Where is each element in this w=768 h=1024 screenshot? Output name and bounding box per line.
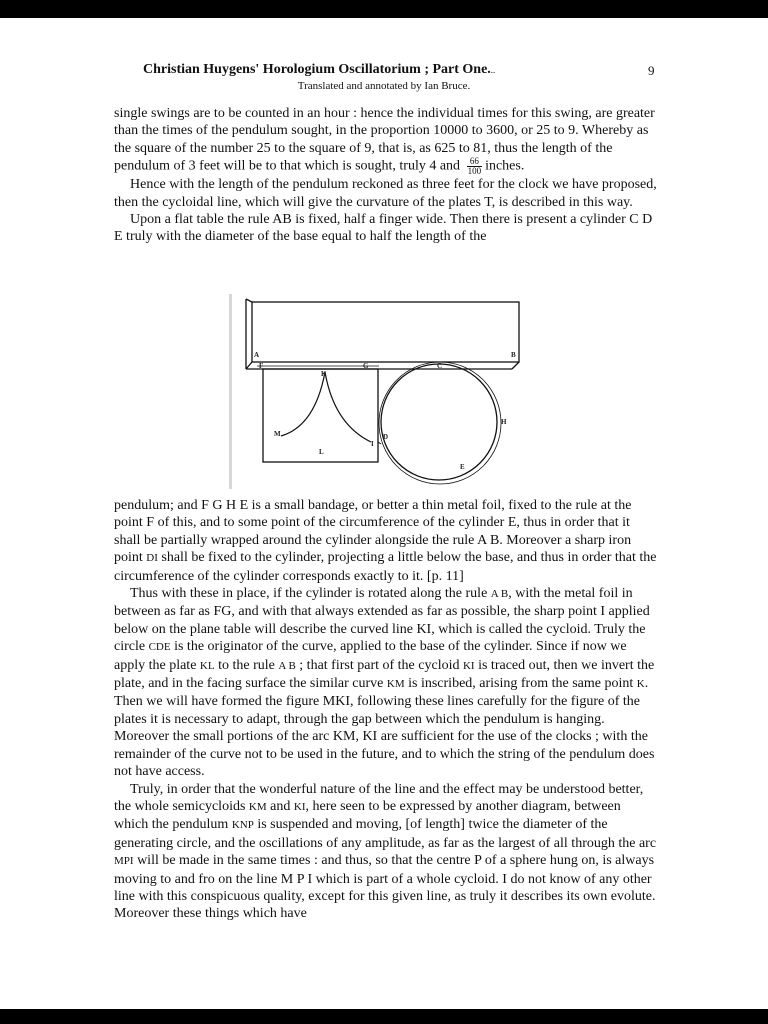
- label-d: D: [383, 433, 389, 441]
- label-h: H: [501, 418, 507, 426]
- page-subtitle: Translated and annotated by Ian Bruce.: [297, 80, 471, 92]
- paragraph: Truly, in order that the wonderful nature of the line and the effect may be understood better, the whole semicycloids KM and KI, here seen to be expressed by another diagram, between which the pendulum KNP is suspended and moving, [of length] twice the diameter of the generating circle, and the oscillations of any amplitude, as far as the largest of all through the arc MPI will be made in the same times : and thus, so that the centre P of a sphere hung on, is always moving to and fro on the line M P I which is part of a whole cycloid. I do not know of any other line with this conspicuous quality, except for this given line, as truly it describes its own evolute. Moreover these things which have: [114, 781, 657, 922]
- page-title: Christian Huygens' Horologium Oscillatorium ; Part One...: [143, 62, 496, 77]
- label-l: L: [319, 448, 324, 456]
- paragraph: Upon a flat table the rule AB is fixed, half a finger wide. Then there is present a cylinder C D E truly with the diameter of the base equal to half the length of the: [114, 212, 653, 245]
- paragraph: Hence with the length of the pendulum reckoned as three feet for the clock we have proposed, then the cycloidal line, which will give the curvature of the plates T, is described in this way.: [114, 177, 657, 210]
- text-block-top: [114, 105, 658, 246]
- paragraph: pendulum; and F G H E is a small bandage, or better a thin metal foil, fixed to the rule at the point F of this, and to some point of the circumference of the cylinder E, thus in order that it shall be partially wrapped around the cylinder alongside the rule A B. Moreover a sharp iron point DI shall be fixed to the cylinder, projecting a little below the base, and thus in order that the circumference of the cylinder corresponds exactly to it. [p. 11]: [114, 498, 657, 584]
- bottom-bar: [0, 1009, 768, 1024]
- paragraph: single swings are to be counted in an hour : hence the individual times for this swing, are greater than the times of the pendulum sought, in the proportion 10000 to 3600, or 25 to 9. Whereby as the square of the number 25 to the square of 9, that is, as 625 to 81, thus the length of the pendulum of 3 feet will be to that which is sought, truly 4 and $\frac{66}{100}$ inches.: [114, 106, 655, 177]
- label-i: I: [371, 440, 374, 448]
- cycloid-apparatus-figure: [229, 294, 529, 489]
- label-f: F: [259, 362, 264, 370]
- top-bar: [0, 0, 768, 18]
- label-k: K: [321, 370, 327, 378]
- paragraph: Thus with these in place, if the cylinder is rotated along the rule A B, with the metal foil in between as far as FG, and with that always extended as far as possible, the sharp point I applied below on the plane table will describe the curved line KI, which is called the cycloid. Truly the circle CDE is the originator of the curve, applied to the base of the cylinder. Since if now we apply the plate KL to the rule A B ; that first part of the cycloid KI is traced out, then we invert the plate, and in the facing surface the similar curve KM is inscribed, arising from the same point K. Then we will have formed the figure MKI, following these lines carefully for the figure of the plates it is necessary to adapt, through the gap between which the pendulum is hanging. Moreover the small portions of the arc KM, KI are sufficient for the use of the clocks ; with the remainder of the curve not to be used in the future, and to which the string of the pendulum does not have access.: [114, 586, 655, 780]
- rule-box: [252, 302, 519, 362]
- text-block-bottom: [114, 497, 658, 923]
- title-dots: ..: [490, 65, 496, 75]
- cycloid-km: [281, 372, 325, 436]
- label-a: A: [254, 351, 260, 359]
- page-number: 9: [648, 63, 655, 78]
- label-e: E: [460, 463, 465, 471]
- label-m: M: [274, 430, 281, 438]
- fraction: $\frac{66}{100}$: [467, 156, 482, 177]
- label-b: B: [511, 351, 516, 359]
- label-c: C: [437, 362, 443, 370]
- cylinder-circle: [381, 364, 497, 480]
- label-g: G: [363, 362, 369, 370]
- cycloid-ki: [325, 372, 371, 442]
